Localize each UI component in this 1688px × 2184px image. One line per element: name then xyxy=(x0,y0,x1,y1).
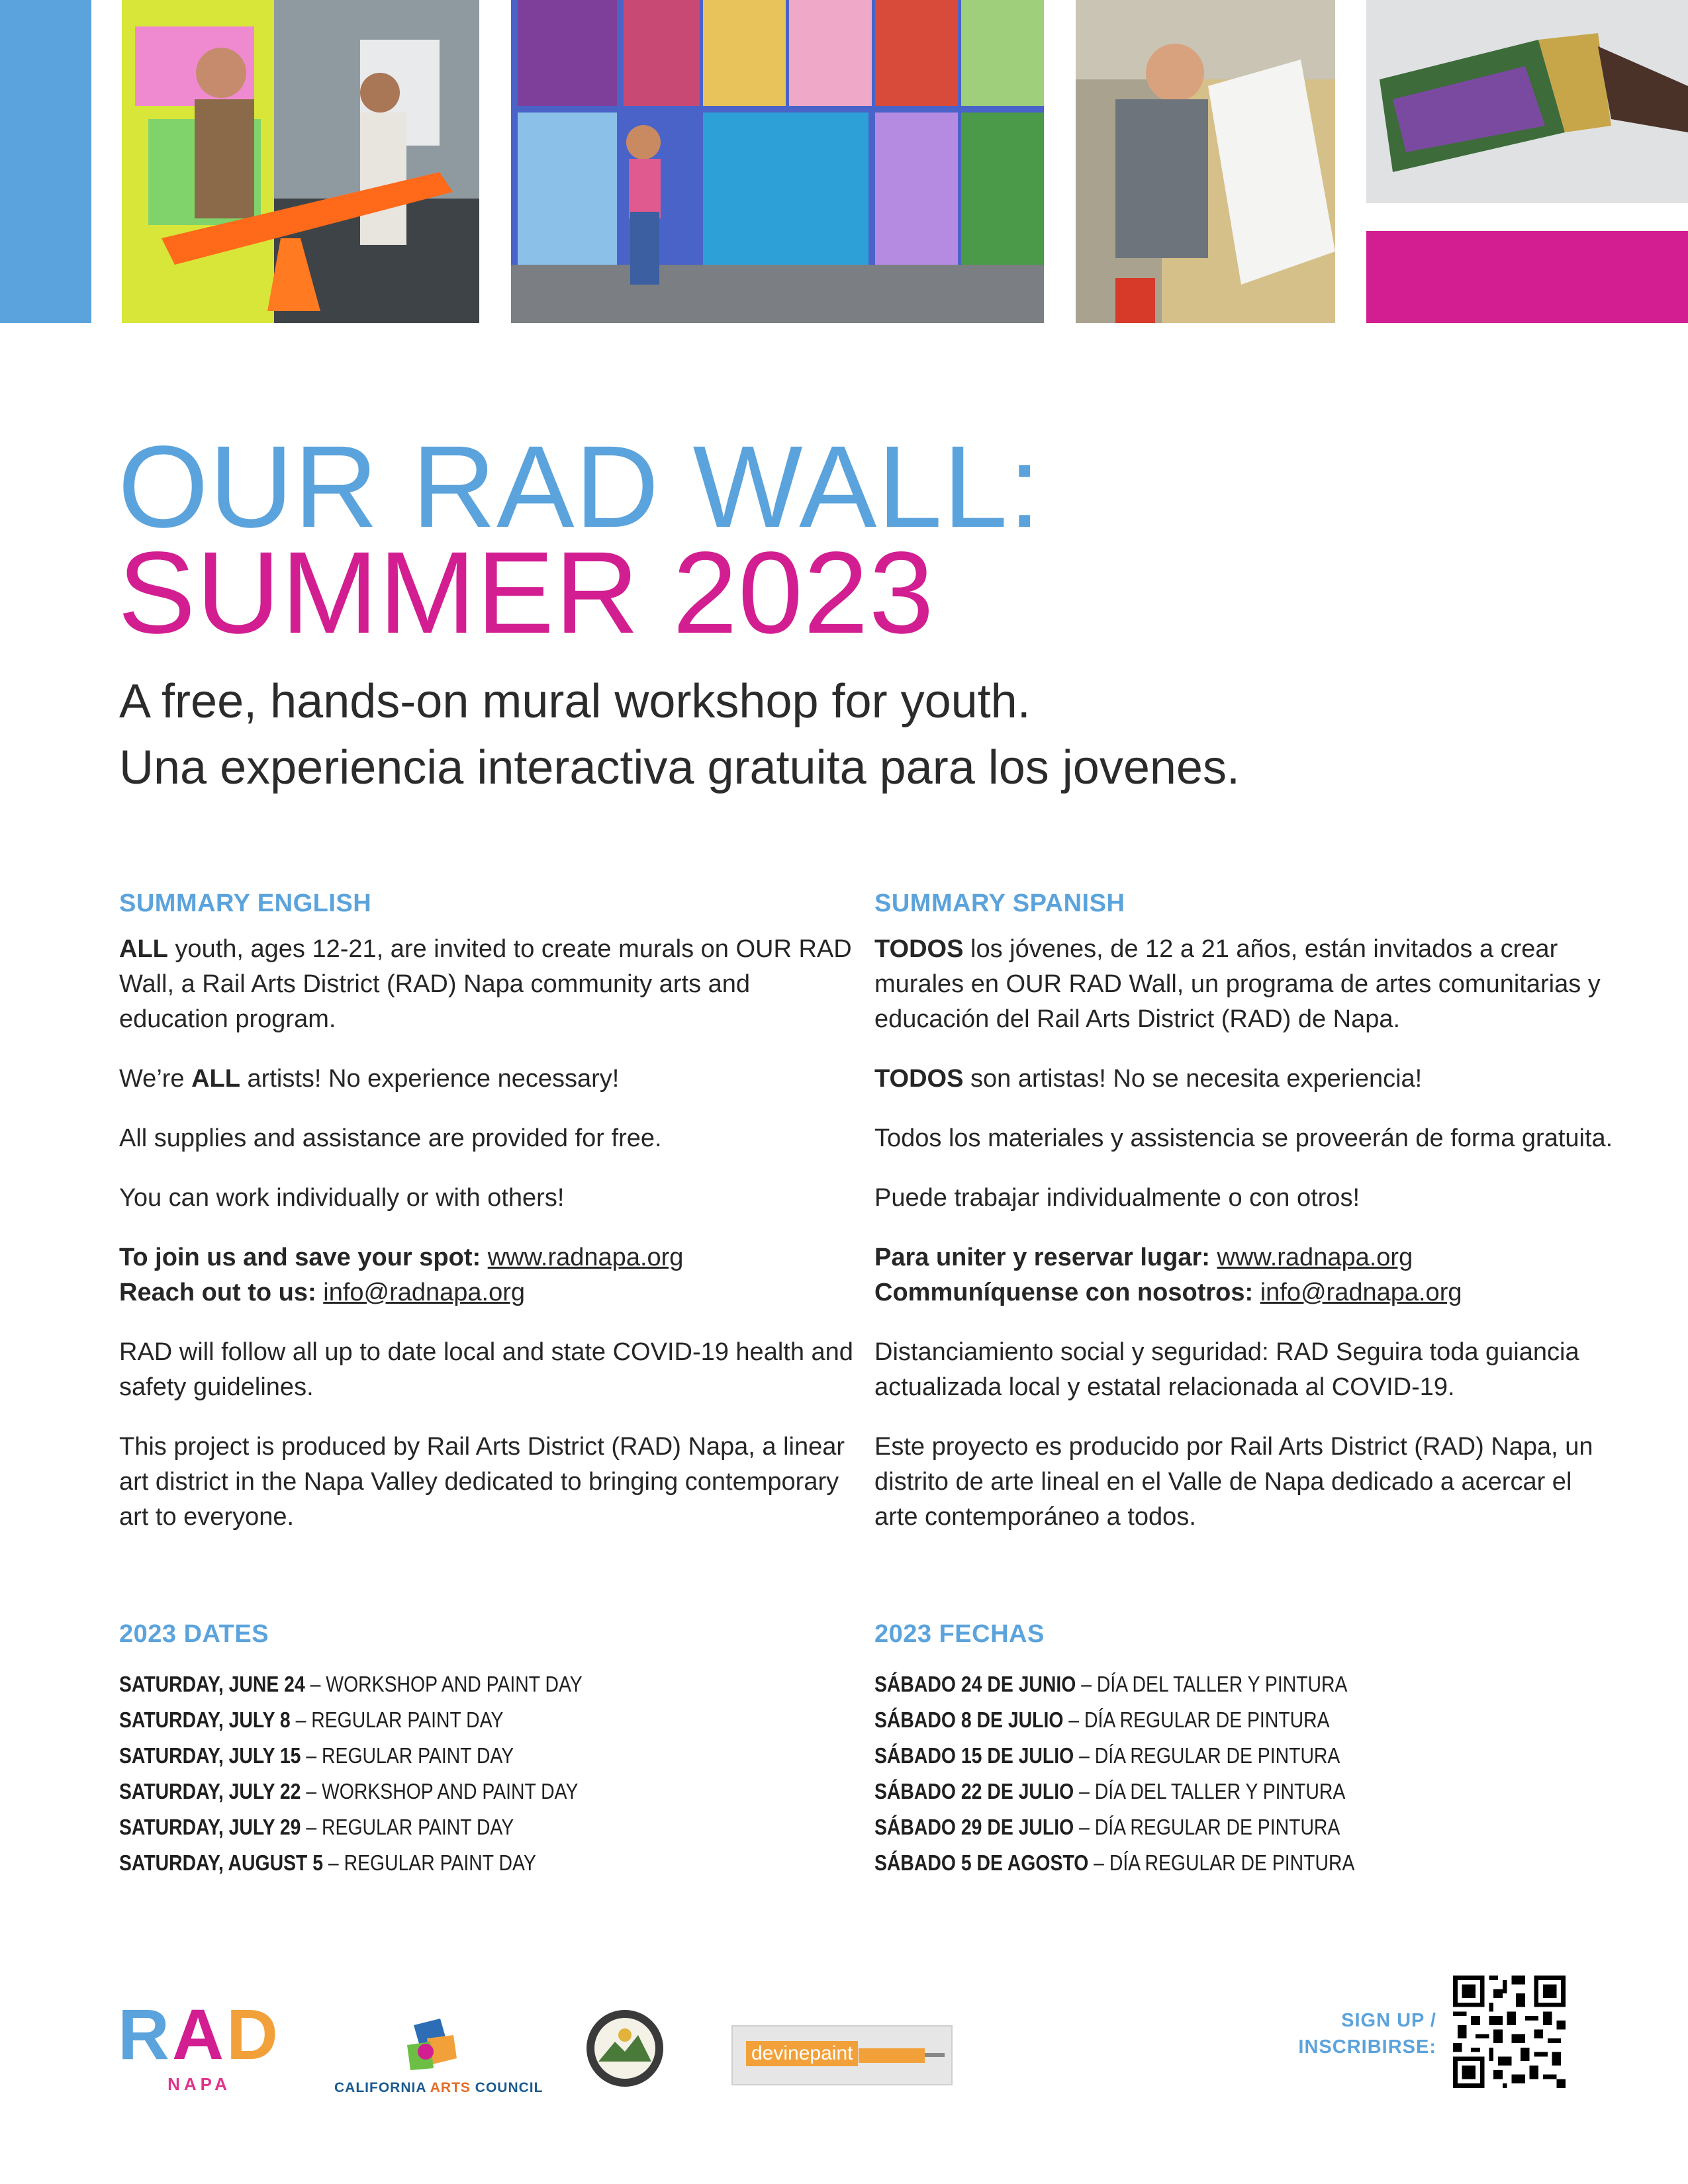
date-label: SATURDAY, JULY 15 xyxy=(119,1743,301,1768)
title-line-1: OUR RAD WALL: xyxy=(118,422,1042,552)
date-row xyxy=(119,1702,688,1738)
reach-label: Communíquense con nosotros: xyxy=(874,1279,1254,1306)
photo-paintbrush xyxy=(1366,0,1688,203)
emphasis-todos: TODOS xyxy=(874,1065,964,1093)
date-label: SÁBADO 8 DE JULIO xyxy=(874,1707,1064,1732)
cac-label-post: COUNCIL xyxy=(470,2080,543,2095)
rad-letter-r: R xyxy=(118,1994,172,2074)
summary-es-paragraph-2 xyxy=(874,1062,1616,1097)
date-description: – REGULAR PAINT DAY xyxy=(301,1743,514,1768)
summary-en-p2-pre: We’re xyxy=(119,1065,192,1093)
date-description: – REGULAR PAINT DAY xyxy=(301,1815,514,1839)
accent-bar-blue xyxy=(0,0,91,323)
summary-es-paragraph-4: Puede trabajar individualmente o con otros! xyxy=(874,1184,1360,1212)
devine-paint-logo xyxy=(731,2025,953,2085)
date-description: – DÍA DEL TALLER Y PINTURA xyxy=(1074,1779,1346,1803)
join-label: To join us and save your spot: xyxy=(119,1244,481,1271)
date-label: SÁBADO 24 DE JUNIO xyxy=(874,1672,1076,1696)
date-label: SATURDAY, JULY 22 xyxy=(119,1779,301,1803)
summary-english-heading: SUMMARY ENGLISH xyxy=(119,889,372,917)
website-link[interactable]: www.radnapa.org xyxy=(1217,1244,1413,1271)
date-row xyxy=(874,1738,1444,1774)
date-description: – DÍA REGULAR DE PINTURA xyxy=(1074,1743,1340,1768)
summary-en-contact xyxy=(119,1240,861,1310)
dates-english-heading: 2023 DATES xyxy=(119,1620,269,1648)
summary-spanish-heading: SUMMARY SPANISH xyxy=(874,889,1125,917)
email-link[interactable]: info@radnapa.org xyxy=(1260,1279,1462,1306)
summary-en-paragraph-1 xyxy=(119,932,861,1037)
rad-napa-subtitle: NAPA xyxy=(167,2074,231,2094)
summary-en-p1-text: youth, ages 12-21, are invited to create murals on OUR RAD Wall, a Rail Arts District (RAD) Napa community arts and education program. xyxy=(119,935,852,1033)
date-label: SATURDAY, AUGUST 5 xyxy=(119,1850,324,1875)
california-arts-council-logo xyxy=(334,2019,543,2096)
subtitle-spanish: Una experiencia interactiva gratuita para los jovenes. xyxy=(119,741,1240,794)
date-label: SÁBADO 22 DE JULIO xyxy=(874,1779,1074,1803)
date-description: – DÍA REGULAR DE PINTURA xyxy=(1088,1850,1355,1875)
summary-english xyxy=(119,887,861,1559)
date-row xyxy=(874,1666,1444,1702)
date-description: – REGULAR PAINT DAY xyxy=(290,1707,504,1732)
date-row xyxy=(119,1666,688,1702)
dates-spanish xyxy=(874,1617,1536,1881)
date-row xyxy=(874,1809,1444,1845)
date-label: SATURDAY, JULY 29 xyxy=(119,1815,301,1839)
date-row xyxy=(119,1738,688,1774)
cac-label xyxy=(334,2080,543,2096)
reach-label: Reach out to us: xyxy=(119,1279,316,1306)
date-description: – DÍA REGULAR DE PINTURA xyxy=(1063,1707,1330,1732)
date-description: – DÍA REGULAR DE PINTURA xyxy=(1074,1815,1340,1839)
signup-label xyxy=(1291,2007,1436,2060)
email-link[interactable]: info@radnapa.org xyxy=(323,1279,526,1306)
summary-es-p1-text: los jóvenes, de 12 a 21 años, están invitados a crear murales en OUR RAD Wall, un programa de artes comunitarias y educación del Rail Arts District (RAD) de Napa. xyxy=(874,935,1601,1033)
devine-paint-label: devinepaint xyxy=(746,2041,858,2066)
subtitle-english: A free, hands-on mural workshop for youth. xyxy=(119,675,1031,728)
summary-en-paragraph-7: This project is produced by Rail Arts District (RAD) Napa, a linear art district in the Napa Valley dedicated to bringing contemporary art to everyone. xyxy=(119,1433,845,1531)
summary-en-paragraph-3: All supplies and assistance are provided for free. xyxy=(119,1124,662,1152)
signup-line-1: SIGN UP / xyxy=(1341,2010,1436,2031)
cac-label-mid: ARTS xyxy=(430,2080,471,2095)
rad-wordmark xyxy=(118,1994,281,2074)
summary-es-paragraph-7: Este proyecto es producido por Rail Arts District (RAD) Napa, un distrito de arte lineal en el Valle de Napa dedicado a acercar el arte contemporáneo a todos. xyxy=(874,1433,1593,1531)
summary-es-paragraph-6: Distanciamiento social y seguridad: RAD Seguira toda guiancia actualizada local y estatal relacionada al COVID-19. xyxy=(874,1338,1579,1401)
website-link[interactable]: www.radnapa.org xyxy=(487,1244,684,1271)
date-label: SÁBADO 15 DE JULIO xyxy=(874,1743,1074,1768)
date-description: – DÍA DEL TALLER Y PINTURA xyxy=(1076,1672,1348,1696)
dates-english xyxy=(119,1617,781,1881)
date-label: SÁBADO 29 DE JULIO xyxy=(874,1815,1074,1839)
date-label: SÁBADO 5 DE AGOSTO xyxy=(874,1850,1089,1875)
paint-roller-icon xyxy=(859,2043,945,2070)
date-description: – REGULAR PAINT DAY xyxy=(323,1850,536,1875)
cac-label-pre: CALIFORNIA xyxy=(334,2080,430,2095)
rad-napa-logo xyxy=(118,1994,281,2095)
dates-spanish-heading: 2023 FECHAS xyxy=(874,1620,1045,1648)
summary-es-paragraph-3: Todos los materiales y assistencia se proveerán de forma gratuita. xyxy=(874,1124,1613,1152)
date-label: SATURDAY, JUNE 24 xyxy=(119,1672,305,1696)
photo-mural-wall xyxy=(511,0,1044,323)
summary-en-paragraph-2 xyxy=(119,1062,861,1097)
date-row xyxy=(874,1702,1444,1738)
signup-line-2: INSCRIBIRSE: xyxy=(1298,2036,1436,2058)
summary-en-p2-post: artists! No experience necessary! xyxy=(240,1065,620,1093)
date-label: SATURDAY, JULY 8 xyxy=(119,1707,291,1732)
rad-letter-d: D xyxy=(226,1994,281,2074)
summary-en-paragraph-6: RAD will follow all up to date local and state COVID-19 health and safety guidelines. xyxy=(119,1338,853,1401)
photo-artist-sketching xyxy=(1076,0,1335,323)
date-description: – WORKSHOP AND PAINT DAY xyxy=(305,1672,583,1696)
napa-county-seal-icon xyxy=(585,2009,665,2088)
date-row xyxy=(874,1774,1444,1809)
date-row xyxy=(119,1845,688,1881)
title-line-2: SUMMER 2023 xyxy=(118,528,935,658)
qr-code-icon[interactable] xyxy=(1453,1976,1566,2088)
summary-es-p2-post: son artistas! No se necesita experiencia! xyxy=(963,1065,1423,1093)
photo-youth-carrying-ladder xyxy=(122,0,479,323)
cac-mark-icon xyxy=(400,2019,460,2071)
emphasis-todos: TODOS xyxy=(874,935,964,963)
date-row xyxy=(119,1774,688,1809)
emphasis-all: ALL xyxy=(191,1065,240,1093)
date-row xyxy=(119,1809,688,1845)
date-description: – WORKSHOP AND PAINT DAY xyxy=(301,1779,579,1803)
summary-es-contact xyxy=(874,1240,1616,1310)
emphasis-all: ALL xyxy=(119,935,168,963)
rad-letter-a: A xyxy=(172,1994,226,2074)
join-label: Para uniter y reservar lugar: xyxy=(874,1244,1210,1271)
date-row xyxy=(874,1845,1444,1881)
accent-block-magenta xyxy=(1366,231,1688,323)
summary-spanish xyxy=(874,887,1616,1559)
summary-en-paragraph-4: You can work individually or with others! xyxy=(119,1184,565,1212)
summary-es-paragraph-1 xyxy=(874,932,1616,1037)
